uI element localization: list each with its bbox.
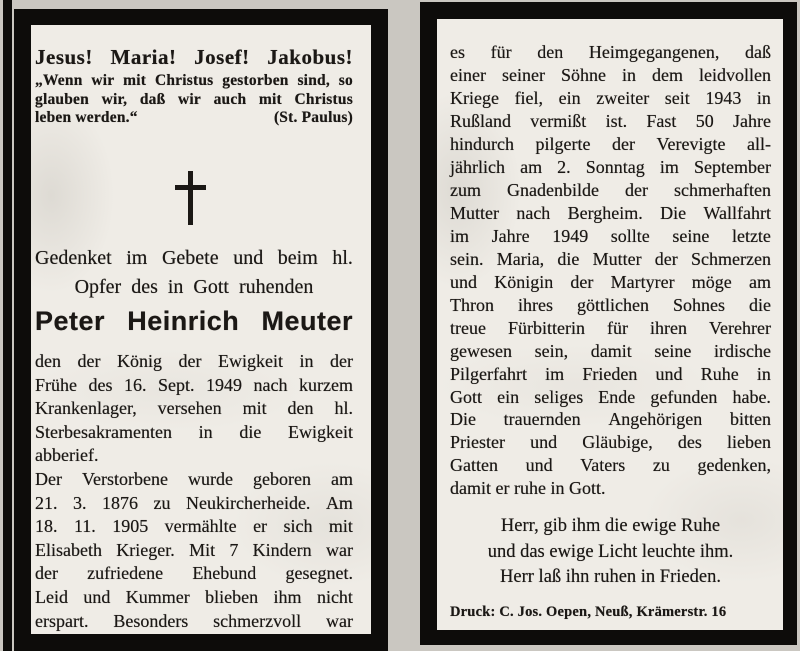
cross-vertical-bar xyxy=(188,171,193,225)
word: gefunden xyxy=(650,387,718,407)
word: Neukircherheide. xyxy=(186,492,311,513)
word: Mutter xyxy=(592,249,642,269)
text-line xyxy=(450,202,771,225)
text-line: abberief. xyxy=(35,445,99,466)
word: hl. xyxy=(332,247,353,269)
word: Fürbitterin xyxy=(508,318,585,338)
word: Sept. xyxy=(158,374,195,395)
word: seliges xyxy=(534,387,584,407)
text-line xyxy=(450,225,771,248)
word: Sterbesakramenten xyxy=(35,421,172,442)
word: versehen xyxy=(157,398,222,419)
word: 1943 xyxy=(705,88,742,108)
word: trauernden xyxy=(503,409,581,429)
scripture-quote xyxy=(35,72,353,128)
text-line xyxy=(35,91,353,110)
word: blieben xyxy=(205,586,259,607)
word: jährlich xyxy=(450,157,505,177)
word: Bergheim. xyxy=(567,203,643,223)
word: Söhne xyxy=(560,65,606,85)
scripture-quote-lines xyxy=(35,72,353,109)
word: September xyxy=(693,157,771,177)
text-line xyxy=(35,374,353,398)
word: Gedenket xyxy=(35,247,112,269)
word: ist. xyxy=(605,111,628,131)
text-line xyxy=(35,515,353,539)
word: den xyxy=(537,42,564,62)
word: ein xyxy=(497,387,520,407)
word: gesegnet. xyxy=(285,563,353,584)
word: Pilgerfahrt xyxy=(450,364,527,384)
word: in xyxy=(621,65,636,85)
text-line xyxy=(450,64,771,87)
word: Verstorbene xyxy=(82,468,168,489)
obituary-paragraph-1 xyxy=(35,350,353,468)
word: Frieden xyxy=(582,364,638,384)
word: zufriedene xyxy=(87,563,164,584)
word: Christus xyxy=(294,90,353,108)
word: und xyxy=(83,586,111,607)
word: bitten xyxy=(729,409,771,429)
word: zum xyxy=(450,180,481,200)
word: göttlichen xyxy=(577,295,649,315)
word: sich xyxy=(283,516,313,537)
word: die xyxy=(557,249,580,269)
word: zu xyxy=(652,455,670,475)
word: Gott xyxy=(450,387,483,407)
word: auch xyxy=(213,90,247,108)
word: Heinrich xyxy=(127,306,240,336)
word: Verevigte xyxy=(656,134,726,154)
obituary-paragraph-2 xyxy=(35,468,353,633)
word: 50 xyxy=(695,111,714,131)
word: irdische xyxy=(713,341,771,361)
word: der xyxy=(654,249,678,269)
word: sollte xyxy=(610,226,650,246)
word: Kindern xyxy=(252,539,312,560)
word: wir xyxy=(178,90,201,108)
memorial-card-right-page xyxy=(420,2,797,645)
word: mit xyxy=(258,90,282,108)
word: mit xyxy=(328,516,353,537)
word: der xyxy=(178,351,202,371)
word: Gatten xyxy=(450,455,498,475)
word: leidvollen xyxy=(698,65,771,85)
text-line xyxy=(450,431,771,454)
word: am xyxy=(748,272,771,292)
word: sind, xyxy=(297,72,330,89)
word: des xyxy=(88,374,113,395)
word: im xyxy=(450,226,470,246)
word: Gebete xyxy=(161,247,219,269)
word: Der xyxy=(35,468,62,489)
word: Die xyxy=(450,409,476,429)
word: damit xyxy=(590,341,632,361)
scripture-quote-last-line xyxy=(35,109,353,128)
word: dem xyxy=(651,65,683,85)
word: Meuter xyxy=(261,306,353,336)
text-line: und das ewige Licht leuchte ihm. xyxy=(487,541,734,562)
word: Wallfahrt xyxy=(703,203,771,223)
word: hindurch xyxy=(450,134,514,154)
word: Die xyxy=(660,203,687,223)
text-line xyxy=(450,408,771,431)
word: Thron xyxy=(450,295,494,315)
text-line xyxy=(450,340,771,363)
word: treue xyxy=(450,318,486,338)
word: Elisabeth xyxy=(35,539,102,560)
word: Leid xyxy=(35,586,68,607)
deceased-name xyxy=(35,306,353,337)
word: vermißt xyxy=(530,111,587,131)
word: und xyxy=(655,364,683,384)
word: Sohnes xyxy=(672,295,725,315)
word: Kriege xyxy=(450,88,499,108)
text-line xyxy=(450,179,771,202)
word: einer xyxy=(450,65,486,85)
word: Gläubige, xyxy=(582,432,653,452)
word: für xyxy=(490,42,512,62)
word: 7 xyxy=(229,539,239,560)
word: Königin xyxy=(494,272,554,292)
word: er xyxy=(253,516,268,537)
word: Frühe xyxy=(35,374,77,395)
word: am xyxy=(330,468,353,489)
word: 18. xyxy=(35,516,58,537)
word: der xyxy=(329,351,353,371)
word: wir xyxy=(91,72,115,89)
word: letzte xyxy=(731,226,771,246)
word: Ewigkeit xyxy=(217,351,283,371)
word: all- xyxy=(746,134,771,154)
word: Angehörigen xyxy=(608,409,703,429)
text-line xyxy=(35,539,353,563)
word: pilgerte xyxy=(535,134,591,154)
word: habe. xyxy=(732,387,771,407)
word: möge xyxy=(691,272,732,292)
invocation-line xyxy=(35,45,353,70)
word: Schmerzen xyxy=(690,249,771,269)
word: Ruhe xyxy=(700,364,739,384)
word: zweiter xyxy=(596,88,650,108)
word: lieben xyxy=(726,432,771,452)
word: sein. xyxy=(450,249,484,269)
word: Maria! xyxy=(110,45,177,69)
word: in xyxy=(756,364,771,384)
word: gedenken, xyxy=(697,455,771,475)
word: im xyxy=(659,157,679,177)
word: 11. xyxy=(73,516,96,537)
word: gewesen xyxy=(450,341,512,361)
text-line xyxy=(35,468,353,492)
word: daß xyxy=(139,90,166,108)
word: hl. xyxy=(334,398,353,419)
word: fiel, xyxy=(514,88,544,108)
word: 21. xyxy=(35,492,58,513)
word: im xyxy=(545,364,565,384)
word: die xyxy=(749,295,771,315)
word: glauben xyxy=(35,90,89,108)
memorial-intro-line-1 xyxy=(35,246,353,270)
text-line xyxy=(35,246,353,270)
word: 16. xyxy=(124,374,147,395)
word: nach xyxy=(253,374,288,395)
word: Gnadenbilde xyxy=(507,180,599,200)
word: „Wenn xyxy=(35,72,83,89)
word: Peter xyxy=(35,306,106,336)
word: am xyxy=(520,157,543,177)
word: 3. xyxy=(73,492,87,513)
word: erspart. xyxy=(35,610,89,631)
word: seine xyxy=(654,341,692,361)
word: beim xyxy=(277,247,318,269)
word: des xyxy=(677,432,702,452)
word: nicht xyxy=(316,586,353,607)
word: Christus xyxy=(154,72,214,89)
word: Verehrer xyxy=(709,318,771,338)
text-line xyxy=(35,397,353,421)
quote-closing-text: leben werden.“ xyxy=(35,109,138,126)
word: Heimgegangenen, xyxy=(588,42,720,62)
text-line xyxy=(35,562,353,586)
word: Priester xyxy=(450,432,505,452)
text-line xyxy=(35,586,353,610)
word: so xyxy=(338,72,353,89)
word: 1949 xyxy=(206,374,243,395)
word: ihren xyxy=(650,318,688,338)
word: die xyxy=(239,421,262,442)
word: Martyrer xyxy=(610,272,675,292)
word: kurzem xyxy=(299,374,353,395)
word: seine xyxy=(672,226,710,246)
word: im xyxy=(126,247,148,269)
text-line xyxy=(450,363,771,386)
word: es xyxy=(450,42,465,62)
word: und xyxy=(450,272,477,292)
word: Maria, xyxy=(496,249,545,269)
text-line xyxy=(35,421,353,445)
text-line: damit er ruhe in Gott. xyxy=(450,478,606,498)
text-line: Herr laß ihn ruhen in Frieden. xyxy=(500,567,721,587)
obituary-text xyxy=(35,350,353,633)
word: ihres xyxy=(518,295,553,315)
word: ein xyxy=(558,88,581,108)
word: seit xyxy=(664,88,690,108)
word: der xyxy=(77,351,101,371)
text-line xyxy=(450,133,771,156)
word: König xyxy=(116,351,162,371)
word: Ewigkeit xyxy=(287,421,353,442)
text-line: Opfer des in Gott ruhenden xyxy=(74,276,314,298)
word: Jahre xyxy=(491,226,530,246)
word: Mit xyxy=(189,539,216,560)
word: der xyxy=(612,134,635,154)
text-line xyxy=(450,294,771,317)
word: mit xyxy=(123,72,147,89)
obituary-continuation-paragraph xyxy=(450,41,771,409)
text-line xyxy=(35,350,353,374)
word: ihm xyxy=(273,586,302,607)
word: war xyxy=(325,539,353,560)
word: Ehebund xyxy=(192,563,257,584)
word: Mutter xyxy=(450,203,499,223)
text-line xyxy=(450,87,771,110)
memorial-intro-line-2 xyxy=(35,275,353,299)
word: der xyxy=(625,180,649,200)
prayer-verse xyxy=(450,514,771,591)
text-line xyxy=(450,271,771,294)
text-line xyxy=(35,72,353,91)
word: Ende xyxy=(598,387,636,407)
word: Sonntag xyxy=(585,157,645,177)
text-line xyxy=(450,41,771,64)
word: Jakobus! xyxy=(267,45,353,69)
word: in xyxy=(299,351,314,371)
word: vermählte xyxy=(164,516,237,537)
word: den xyxy=(287,398,314,419)
text-line xyxy=(35,610,353,634)
text-line xyxy=(450,317,771,340)
right-page-paper xyxy=(437,19,783,630)
left-page-paper xyxy=(31,25,371,634)
word: Am xyxy=(325,492,353,513)
word: Vaters xyxy=(580,455,626,475)
mourning-family-paragraph xyxy=(450,408,771,500)
word: Besonders xyxy=(113,610,189,631)
text-line xyxy=(450,156,771,179)
memorial-card-left-page xyxy=(14,9,388,651)
word: sein, xyxy=(534,341,569,361)
word: 1905 xyxy=(112,516,149,537)
word: zu xyxy=(153,492,171,513)
word: schmerhaften xyxy=(674,180,771,200)
word: Krieger. xyxy=(116,539,175,560)
text-line xyxy=(35,492,353,516)
word: wurde xyxy=(187,468,233,489)
word: wir, xyxy=(101,90,128,108)
word: schmerzvoll xyxy=(213,610,302,631)
cross-horizontal-bar xyxy=(175,185,206,190)
text-line xyxy=(450,110,771,133)
text-line xyxy=(450,386,771,409)
word: nach xyxy=(516,203,551,223)
word: Josef! xyxy=(194,45,250,69)
word: und xyxy=(530,432,558,452)
scan-edge-strip xyxy=(3,0,12,651)
word: den xyxy=(35,351,61,371)
word: mit xyxy=(242,398,267,419)
word: Fast xyxy=(646,111,677,131)
text-line: Herr, gib ihm die ewige Ruhe xyxy=(500,516,721,536)
word: für xyxy=(607,318,629,338)
word: in xyxy=(756,88,771,108)
word: geboren xyxy=(252,468,311,489)
word: 1876 xyxy=(102,492,138,513)
quote-attribution: (St. Paulus) xyxy=(273,109,353,126)
word: der xyxy=(570,272,594,292)
text-line xyxy=(450,248,771,271)
word: Jesus! xyxy=(35,45,93,69)
word: und xyxy=(525,455,553,475)
word: war xyxy=(326,610,353,631)
word: Rußland xyxy=(450,111,511,131)
word: gestorben xyxy=(222,72,289,89)
word: seiner xyxy=(501,65,545,85)
word: 2. xyxy=(557,157,571,177)
word: Kummer xyxy=(125,586,190,607)
printer-imprint: Druck: C. Jos. Oepen, Neuß, Krämerstr. 16 xyxy=(450,604,727,620)
word: daß xyxy=(744,42,771,62)
word: Krankenlager, xyxy=(35,398,137,419)
word: in xyxy=(198,421,213,442)
text-line xyxy=(450,454,771,477)
word: der xyxy=(35,563,58,584)
word: 1949 xyxy=(552,226,589,246)
word: und xyxy=(233,247,264,269)
word: Jahre xyxy=(733,111,771,131)
